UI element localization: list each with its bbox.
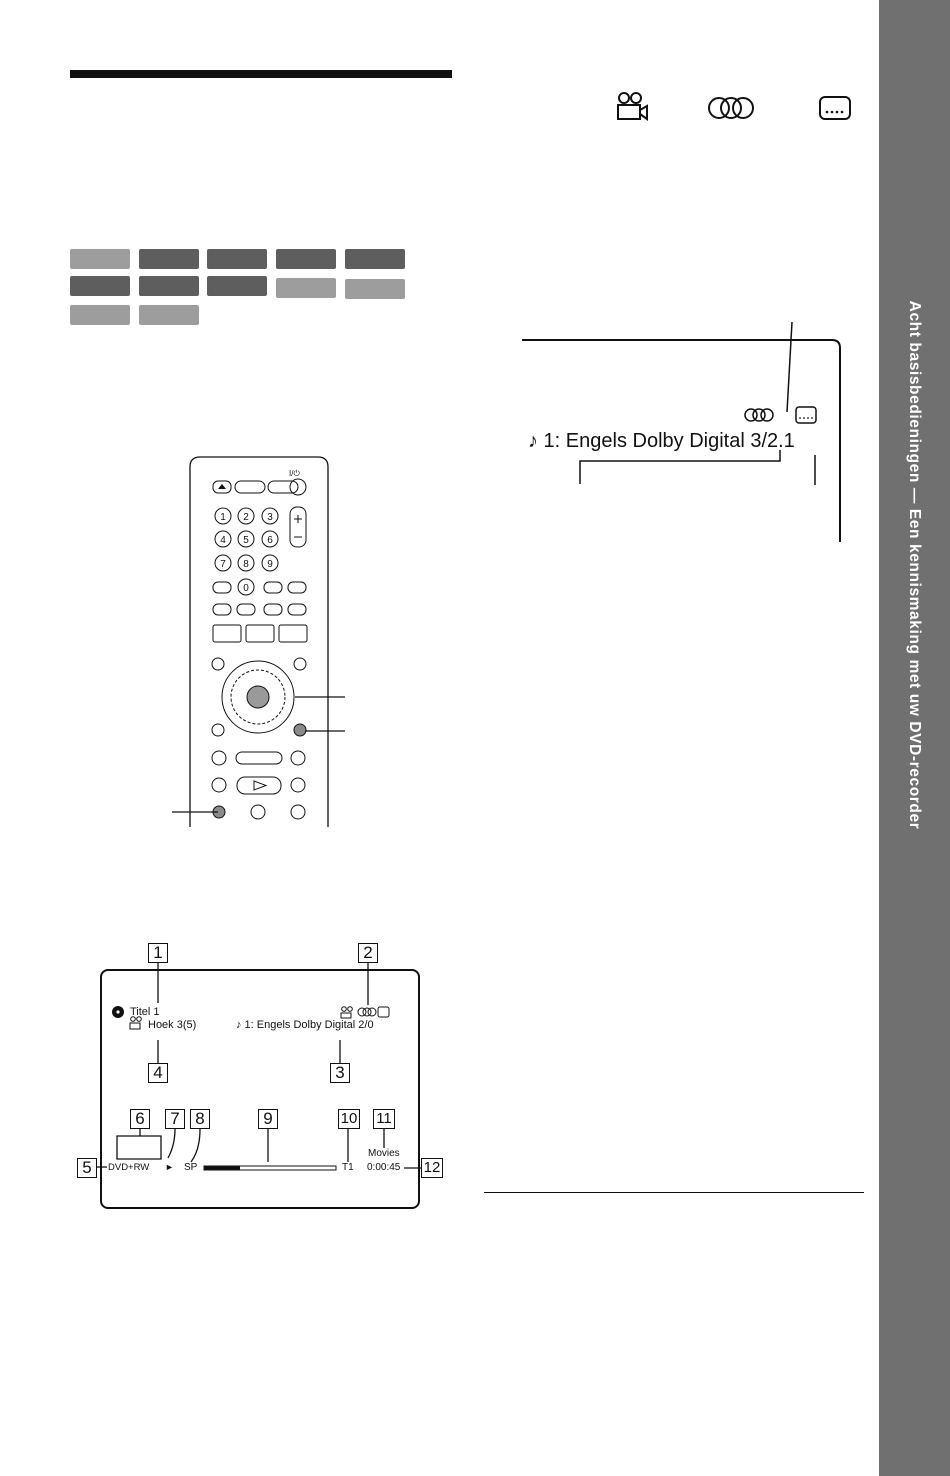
- osd-disc-type: DVD+RW: [108, 1162, 150, 1173]
- callout-3: 3: [330, 1063, 350, 1083]
- svg-text:0: 0: [243, 583, 249, 594]
- svg-text:7: 7: [220, 559, 226, 570]
- callout-1: 1: [148, 943, 168, 963]
- power-label: I/⏻: [289, 469, 300, 478]
- svg-text:9: 9: [267, 559, 273, 570]
- callout-2: 2: [358, 943, 378, 963]
- svg-text:2: 2: [243, 512, 249, 523]
- osd-audio: ♪ 1: Engels Dolby Digital 2/0: [236, 1019, 374, 1031]
- chapter-side-tab-text: Acht basisbedieningen — Een kennismaking met uw DVD-recorder: [906, 300, 923, 830]
- osd-callout-lines: [0, 0, 460, 1220]
- osd-title-number: T1: [342, 1162, 354, 1173]
- osd-title-name: Movies: [368, 1148, 400, 1159]
- callout-12: 12: [421, 1158, 443, 1178]
- svg-text:5: 5: [243, 535, 249, 546]
- callout-7: 7: [165, 1109, 185, 1129]
- callout-6: 6: [130, 1109, 150, 1129]
- callout-11: 11: [373, 1109, 395, 1129]
- callout-5: 5: [77, 1158, 97, 1178]
- osd-play-symbol: ►: [165, 1162, 174, 1172]
- callout-8: 8: [190, 1109, 210, 1129]
- callout-10: 10: [338, 1109, 360, 1129]
- callout-4: 4: [148, 1063, 168, 1083]
- callout-9: 9: [258, 1109, 278, 1129]
- svg-text:4: 4: [220, 535, 226, 546]
- osd-elapsed: 0:00:45: [367, 1162, 401, 1173]
- osd-title: Titel 1: [130, 1006, 160, 1018]
- osd-rec-mode: SP: [184, 1162, 198, 1173]
- svg-text:1: 1: [220, 512, 226, 523]
- svg-text:8: 8: [243, 559, 249, 570]
- svg-text:6: 6: [267, 535, 273, 546]
- osd-angle: Hoek 3(5): [148, 1019, 197, 1031]
- audio-display-line: ♪ 1: Engels Dolby Digital 3/2.1: [528, 430, 795, 452]
- section-rule: [484, 1192, 864, 1193]
- svg-text:3: 3: [267, 512, 273, 523]
